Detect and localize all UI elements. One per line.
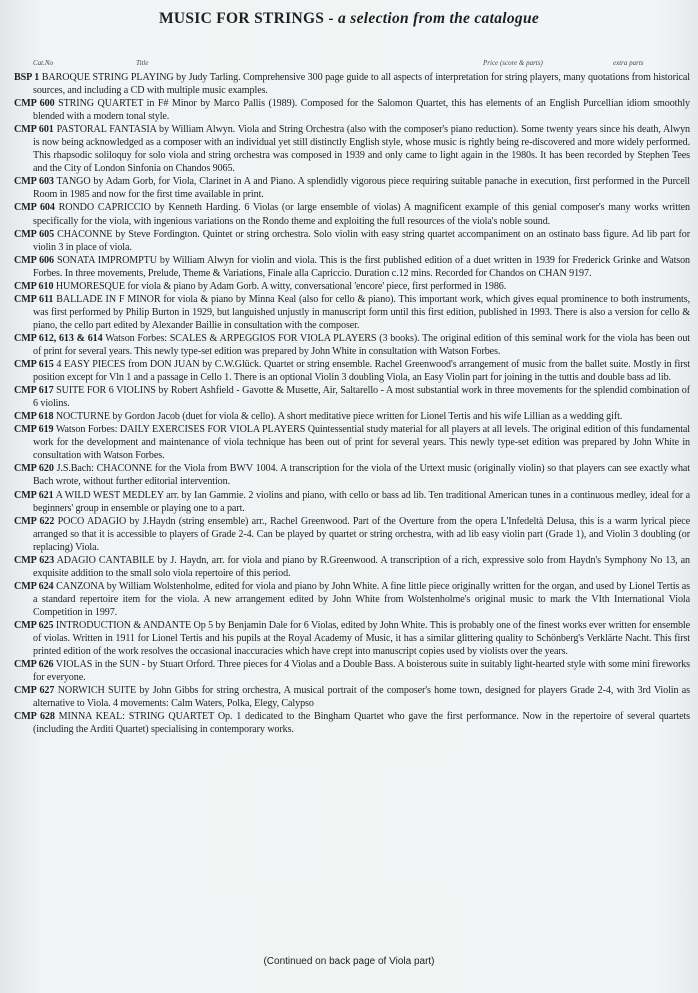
catalogue-entry: [14, 175, 690, 201]
catalogue-number: CMP 626: [14, 659, 54, 671]
catalogue-number: CMP 617: [14, 385, 54, 397]
title-main: MUSIC FOR STRINGS: [158, 10, 325, 27]
entry-description: CHACONNE by Steve Fordington. Quintet or string orchestra. Solo violin with easy string quartet accompaniment on an ostinato bass figure. Ad lib part for violin 3 in place of viola.: [33, 228, 690, 253]
entry-description: RONDO CAPRICCIO by Kenneth Harding. 6 Violas (or large ensemble of violas) A magnificent example of this genial composer's many works written specifically for the viola, with ingenious variations on the Rondo theme and exploiting the full resources of the viola's noble sound.: [33, 202, 690, 227]
catalogue-number: CMP 603: [14, 176, 54, 188]
column-header-price: Price (score & parts): [483, 59, 543, 67]
entry-description: PASTORAL FANTASIA by William Alwyn. Viola and String Orchestra (also with the composer's piano reduction). Some twenty years since his death, Alwyn is now being acknowledged as a composer with an individual yet still distinctly English style, whose music is rightly being re-discovered and more widely performed. This rhapsodic soliloquy for solo viola and string orchestra was composed in 1939 and only came to light again in the 1980s. It has been recorded by Stephen Tees and the City of London Sinfonia on Chandos 9065.: [33, 124, 690, 175]
entry-description: NOCTURNE by Gordon Jacob (duet for viola & cello). A short meditative piece written for Lionel Tertis and his wife Lillian as a wedding gift.: [55, 411, 623, 423]
entry-description: Watson Forbes: DAILY EXERCISES FOR VIOLA PLAYERS Quintessential study material for all players at all levels. The original edition of this fundamental work for the development and maintenance of viola technique has been out of print for several years. This newly type-set edition was prepared by John White in consultation with Watson Forbes.: [33, 424, 690, 462]
column-header-title: Title: [136, 59, 149, 67]
catalogue-entry: [14, 554, 690, 580]
continuation-note: (Continued on back page of Viola part): [263, 956, 435, 967]
catalogue-number: CMP 628: [14, 711, 55, 723]
catalogue-number: CMP 604: [14, 202, 55, 214]
entry-description: VIOLAS in the SUN - by Stuart Orford. Three pieces for 4 Violas and a Double Bass. A boisterous suite in suitably light-hearted style with some mini fireworks for everyone.: [33, 659, 691, 684]
title-separator: -: [324, 10, 339, 27]
entry-description: POCO ADAGIO by J.Haydn (string ensemble) arr., Rachel Greenwood. Part of the Overture from the opera L'Infedeltà Delusa, this is a warm lyrical piece arranged so that it is accessible to players of Grade 2-4. Can be played by quartet or string orchestra, with ad lib easy violin part (Grade 1), and Violin 3 doubling (or replacing) Viola.: [33, 515, 691, 553]
catalogue-number: CMP 625: [14, 619, 54, 631]
catalogue-entry: [14, 280, 690, 293]
catalogue-entry: [14, 293, 690, 332]
catalogue-number: CMP 611: [14, 293, 54, 305]
catalogue-number: CMP 619: [14, 424, 54, 436]
catalogue-entry: [14, 358, 690, 384]
entry-description: BAROQUE STRING PLAYING by Judy Tarling. Comprehensive 300 page guide to all aspects of interpretation for string players, many quotations from historical sources, and including a CD with multiple music examples.: [33, 72, 690, 97]
catalogue-entry-list: [14, 71, 690, 736]
page-title: [0, 10, 698, 28]
catalogue-number: CMP 624: [14, 580, 54, 592]
catalogue-entry: [14, 619, 690, 658]
catalogue-entry: [14, 462, 690, 488]
catalogue-entry: [14, 410, 690, 423]
entry-description: STRING QUARTET in F# Minor by Marco Pallis (1989). Composed for the Salomon Quartet, this has elements of an English Purcellian idiom smoothly blended with a modern tonal style.: [33, 98, 690, 123]
catalogue-entry: [14, 684, 690, 710]
entry-description: SUITE FOR 6 VIOLINS by Robert Ashfield - Gavotte & Musette, Air, Saltarello - A most substantial work in three movements for the splendid combination of 6 violins.: [33, 385, 691, 410]
catalogue-number: CMP 606: [14, 254, 54, 266]
title-subtitle: a selection from the catalogue: [338, 10, 540, 27]
entry-description: HUMORESQUE for viola & piano by Adam Gorb. A witty, conversational 'encore' piece, first performed in 1986.: [55, 280, 507, 292]
catalogue-entry: [14, 489, 690, 515]
entry-description: CANZONA by William Wolstenholme, edited for viola and piano by John White. A fine little piece originally written for the organ, and used by Lionel Tertis as a standard repertoire item for the viola. A new arrangement edited by John White from Wolstenholme's original music to mark the VIth International Viola Competition in 1997.: [33, 580, 691, 618]
entry-description: MINNA KEAL: STRING QUARTET Op. 1 dedicated to the Bingham Quartet who gave the first performance. Now in the repertoire of several quartets (including the Arditi Quartet) specialising in contemporary works.: [33, 711, 691, 736]
catalogue-number: CMP 622: [14, 515, 55, 527]
entry-description: SONATA IMPROMPTU by William Alwyn for violin and viola. This is the first published edition of a duet written in 1939 for Frederick Grinke and Watson Forbes. In three movements, Prelude, Theme & Variations, Finale alla Capriccio. Duration c.12 mins. Recorded for Chandos on CHAN 9197.: [33, 254, 691, 279]
catalogue-entry: [14, 658, 690, 684]
column-header-extra-parts: extra parts: [613, 59, 644, 67]
catalogue-number: BSP 1: [14, 72, 40, 83]
catalogue-number: CMP 627: [14, 685, 55, 697]
catalogue-entry: [14, 123, 690, 175]
catalogue-entry: [14, 580, 690, 619]
catalogue-number: CMP 600: [14, 98, 55, 110]
column-header-cat-no: Cat.No: [33, 59, 54, 67]
catalogue-entry: [14, 332, 690, 358]
entry-description: J.S.Bach: CHACONNE for the Viola from BWV 1004. A transcription for the viola of the Urtext music (originally violin) so that players can see exactly what Bach wrote, without further editorial intervention.: [33, 463, 690, 488]
catalogue-number: CMP 601: [14, 124, 54, 136]
catalogue-entry: [14, 71, 690, 97]
entry-description: NORWICH SUITE by John Gibbs for string orchestra, A musical portrait of the composer's home town, designed for players Grade 2-4, with 3rd Violin as alternative to Viola. 4 movements: Calm Waters, Polka, Elegy, Calypso: [33, 685, 690, 710]
entry-description: Watson Forbes: SCALES & ARPEGGIOS FOR VIOLA PLAYERS (3 books). The original edition of this seminal work for the viola has been out of print for several years. This newly type-set edition was prepared by John White in consultation with Watson Forbes.: [33, 332, 690, 357]
entry-description: INTRODUCTION & ANDANTE Op 5 by Benjamin Dale for 6 Violas, edited by John White. This is probably one of the finest works ever written for ensemble of violas. Written in 1911 for Lionel Tertis and his pupils at the Royal Academy of Music, it has a similar glittering quality to Schönberg's Verklärte Nacht. This first printed edition of the work resolves the occasional inaccuracies which have crept into manuscript copies used by violists over the years.: [33, 619, 690, 658]
entry-description: BALLADE IN F MINOR for viola & piano by Minna Keal (also for cello & piano). This important work, which gives equal prominence to both instruments, was first performed by Philip Burton in 1929, but languished unjustly in manuscript form until this first edition, published in 1993. There is also a version for cello & piano, the cello part edited by Alexander Baillie in consultation with the composer.: [33, 293, 690, 331]
catalogue-entry: [14, 254, 690, 280]
catalogue-entry: [14, 423, 690, 462]
entry-description: TANGO by Adam Gorb, for Viola, Clarinet in A and Piano. A splendidly vigorous piece requiring suitable panache in execution, first performed in the Purcell Room in 1985 and now for the first time available in print.: [33, 176, 691, 201]
catalogue-number: CMP 615: [14, 359, 54, 371]
entry-description: A WILD WEST MEDLEY arr. by Ian Gammie. 2 violins and piano, with cello or bass ad lib. Ten traditional American tunes in a continuous medley, ideal for a beginners' group in ensemble or playing one to a part.: [33, 489, 691, 514]
catalogue-number: CMP 623: [14, 554, 55, 566]
catalogue-entry: [14, 384, 690, 410]
catalogue-number: CMP 618: [14, 411, 54, 423]
catalogue-entry: [14, 228, 690, 254]
catalogue-entry: [14, 515, 690, 554]
catalogue-number: CMP 612, 613 & 614: [14, 332, 103, 344]
catalogue-entry: [14, 97, 690, 123]
entry-description: ADAGIO CANTABILE by J. Haydn, arr. for viola and piano by R.Greenwood. A transcription of a rich, expressive solo from Haydn's Symphony No 13, an exquisite addition to the small solo viola repertoire of this period.: [33, 554, 691, 579]
entry-description: 4 EASY PIECES from DON JUAN by C.W.Glück. Quartet or string ensemble. Rachel Greenwood's arrangement of music from the ballet suite. Mostly in first position except for Vln 1 and a passage in Cello 1. There is an optional Violin 3 doubling Viola, an Easy Violin part for joining in the tuttis and double bass ad lib.: [33, 359, 690, 384]
catalogue-entry: [14, 201, 690, 227]
catalogue-number: CMP 620: [14, 463, 54, 475]
catalogue-number: CMP 621: [14, 489, 54, 501]
catalogue-number: CMP 605: [14, 228, 55, 240]
catalogue-number: CMP 610: [14, 280, 54, 292]
catalogue-entry: [14, 710, 690, 736]
